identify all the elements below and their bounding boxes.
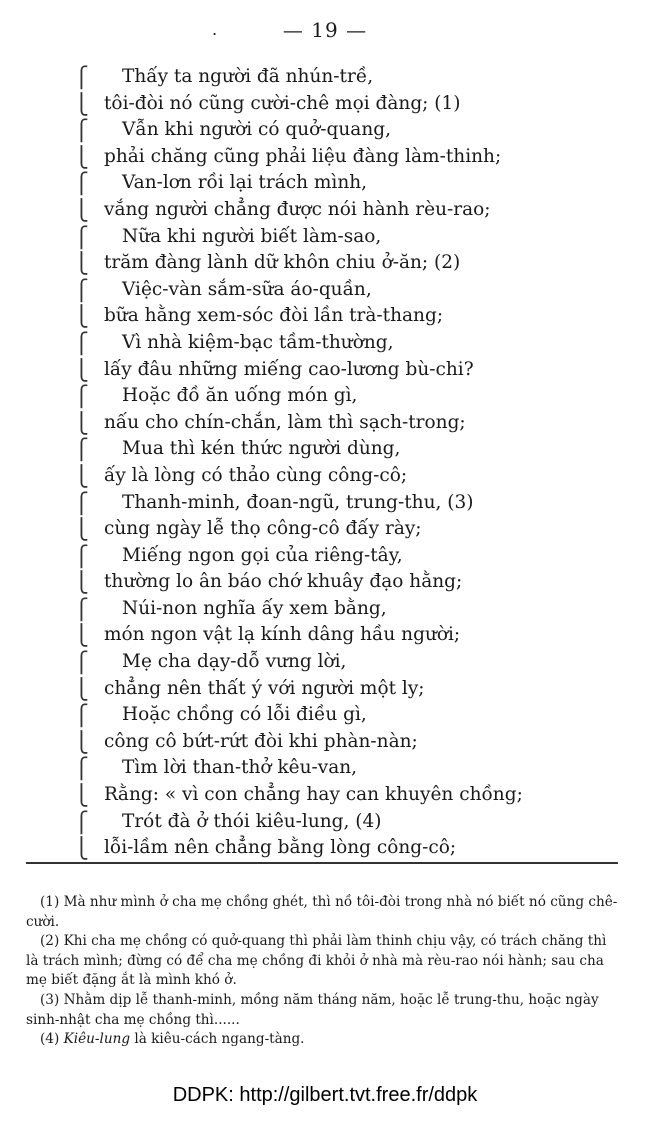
poem-line xyxy=(0,676,650,703)
couplet-brace: ⎩ xyxy=(74,463,89,488)
poem-line-text: Nữa khi người biết làm-sao, xyxy=(122,225,382,247)
poem-line xyxy=(0,250,650,277)
couplet-brace: ⎩ xyxy=(74,676,89,701)
page-number: — 19 — xyxy=(282,18,368,42)
footnote-4 xyxy=(26,1030,618,1050)
poem-line-text: Hoặc đồ ăn uống món gì, xyxy=(122,385,358,407)
poem-line-text: Van-lơn rồi lại trách mình, xyxy=(122,172,368,194)
poem-line xyxy=(0,463,650,490)
footnote-4-text: là kiêu-cách ngang-tàng. xyxy=(134,1031,305,1048)
couplet-brace: ⎩ xyxy=(74,251,89,276)
couplet-brace: ⎩ xyxy=(74,836,89,861)
poem-line-text: phải chăng cũng phải liệu đàng làm-thinh; xyxy=(104,145,502,167)
couplet-brace: ⎧ xyxy=(74,703,89,728)
couplet-brace: ⎩ xyxy=(74,91,89,116)
poem-line-text: lỗi-lầm nên chẳng bằng lòng công-cô; xyxy=(104,837,457,859)
poem-line xyxy=(0,410,650,437)
poem-line-text: tôi-đòi nó cũng cười-chê mọi đàng; (1) xyxy=(104,92,461,114)
couplet-brace: ⎩ xyxy=(74,410,89,435)
poem-line xyxy=(0,490,650,517)
poem-line-text: Thấy ta người đã nhún-trề, xyxy=(122,66,374,87)
poem-line-text: Hoặc chồng có lỗi điều gì, xyxy=(122,704,367,726)
couplet-brace: ⎧ xyxy=(74,224,89,249)
couplet-brace: ⎩ xyxy=(74,357,89,382)
poem-line-text: Vì nhà kiệm-bạc tầm-thường, xyxy=(122,331,394,353)
poem-line xyxy=(0,303,650,330)
couplet-brace: ⎩ xyxy=(74,304,89,329)
footnote-4-number: (4) xyxy=(40,1031,60,1048)
poem-line xyxy=(0,224,650,251)
footnote-2: (2) Khi cha mẹ chồng có quở-quang thì phải làm thinh chịu vậy, có trách chăng thì là trách mình; đừng có để cha mẹ chồng đi khỏi ở nhà mà rèu-rao nói hành; sau cha mẹ biết đặng ắt là mình khó ở. xyxy=(26,933,607,989)
couplet-brace: ⎩ xyxy=(74,623,89,648)
couplet-brace: ⎧ xyxy=(74,756,89,781)
poem-line-text: cùng ngày lễ thọ công-cô đấy rày; xyxy=(104,518,422,540)
couplet-brace: ⎩ xyxy=(74,570,89,595)
poem-line xyxy=(0,702,650,729)
footnotes xyxy=(26,893,618,1050)
poem-line xyxy=(0,596,650,623)
couplet-brace: ⎩ xyxy=(74,783,89,808)
poem-line xyxy=(0,809,650,836)
poem-line-text: Tìm lời than-thở kêu-van, xyxy=(122,757,358,779)
couplet-brace: ⎩ xyxy=(74,729,89,754)
couplet-brace: ⎧ xyxy=(74,543,89,568)
poem-line-text: vắng người chẳng được nói hành rèu-rao; xyxy=(104,198,491,220)
poem-line-text: bữa hằng xem-sóc đòi lần trà-thang; xyxy=(104,305,444,327)
couplet-brace: ⎧ xyxy=(74,171,89,196)
poem-line xyxy=(0,516,650,543)
couplet-brace: ⎧ xyxy=(74,330,89,355)
poem-line xyxy=(0,357,650,384)
footnote-rule xyxy=(26,862,618,864)
poem-line-text: Trót đà ở thói kiêu-lung, (4) xyxy=(122,810,382,832)
poem-line xyxy=(0,91,650,118)
couplet-brace: ⎩ xyxy=(74,144,89,169)
poem-line-text: ấy là lòng có thảo cùng công-cô; xyxy=(104,464,408,486)
footnote-1: (1) Mà như mình ở cha mẹ chồng ghét, thì nồ tôi-đòi trong nhà nó biết nó cũng chê-cười. xyxy=(26,894,618,930)
poem-line xyxy=(0,383,650,410)
poem-line-text: Miếng ngon gọi của riêng-tây, xyxy=(122,544,403,566)
poem-line xyxy=(0,197,650,224)
poem-line xyxy=(0,330,650,357)
poem-line xyxy=(0,543,650,570)
poem-line xyxy=(0,64,650,91)
poem-line-text: trăm đàng lành dữ khôn chiu ở-ăn; (2) xyxy=(104,252,461,274)
poem-line xyxy=(0,622,650,649)
poem-line xyxy=(0,144,650,171)
couplet-brace: ⎧ xyxy=(74,437,89,462)
couplet-brace: ⎧ xyxy=(74,596,89,621)
poem-line xyxy=(0,729,650,756)
poem-line-text: lấy đâu những miếng cao-lương bù-chi? xyxy=(104,358,474,380)
poem-line-text: thường lo ân báo chớ khuây đạo hằng; xyxy=(104,571,463,593)
poem-line-text: món ngon vật lạ kính dâng hầu người; xyxy=(104,624,461,646)
poem-line xyxy=(0,835,650,862)
poem-line-text: công cô bứt-rứt đòi khi phàn-nàn; xyxy=(104,730,418,752)
footnote-3: (3) Nhằm dịp lễ thanh-minh, mồng năm tháng năm, hoặc lễ trung-thu, hoặc ngày sinh-nhật cha mẹ chồng thì...... xyxy=(26,991,599,1028)
poem-line xyxy=(0,755,650,782)
poem-line-text: Mẹ cha dạy-dỗ vưng lời, xyxy=(122,651,347,673)
poem-line-text: Vẫn khi người có quở-quang, xyxy=(122,119,391,141)
poem xyxy=(0,64,650,862)
couplet-brace: ⎧ xyxy=(74,490,89,515)
poem-line-text: Mua thì kén thức người dùng, xyxy=(122,438,401,460)
poem-line xyxy=(0,782,650,809)
poem-line-text: Núi-non nghĩa ấy xem bằng, xyxy=(122,597,387,619)
footnote-4-term: Kiêu-lung xyxy=(63,1031,131,1048)
source-footer: DDPK: http://gilbert.tvt.free.fr/ddpk xyxy=(172,1084,478,1106)
couplet-brace: ⎧ xyxy=(74,118,89,143)
poem-line-text: Thanh-minh, đoan-ngũ, trung-thu, (3) xyxy=(122,491,474,513)
poem-line xyxy=(0,170,650,197)
couplet-brace: ⎩ xyxy=(74,517,89,542)
couplet-brace: ⎧ xyxy=(74,650,89,675)
poem-line xyxy=(0,649,650,676)
poem-line-text: Rằng: « vì con chẳng hay can khuyên chồng; xyxy=(104,784,523,806)
couplet-brace: ⎧ xyxy=(74,809,89,834)
poem-line xyxy=(0,117,650,144)
poem-line-text: Việc-vàn sắm-sữa áo-quần, xyxy=(122,278,372,300)
couplet-brace: ⎩ xyxy=(74,197,89,222)
poem-line xyxy=(0,277,650,304)
poem-line-text: nấu cho chín-chắn, làm thì sạch-trong; xyxy=(104,411,466,433)
page-dot: . xyxy=(212,20,218,39)
poem-line xyxy=(0,436,650,463)
poem-line xyxy=(0,569,650,596)
couplet-brace: ⎧ xyxy=(74,277,89,302)
couplet-brace: ⎧ xyxy=(74,65,89,89)
couplet-brace: ⎧ xyxy=(74,384,89,409)
poem-line-text: chẳng nên thất ý với người một ly; xyxy=(104,677,425,699)
